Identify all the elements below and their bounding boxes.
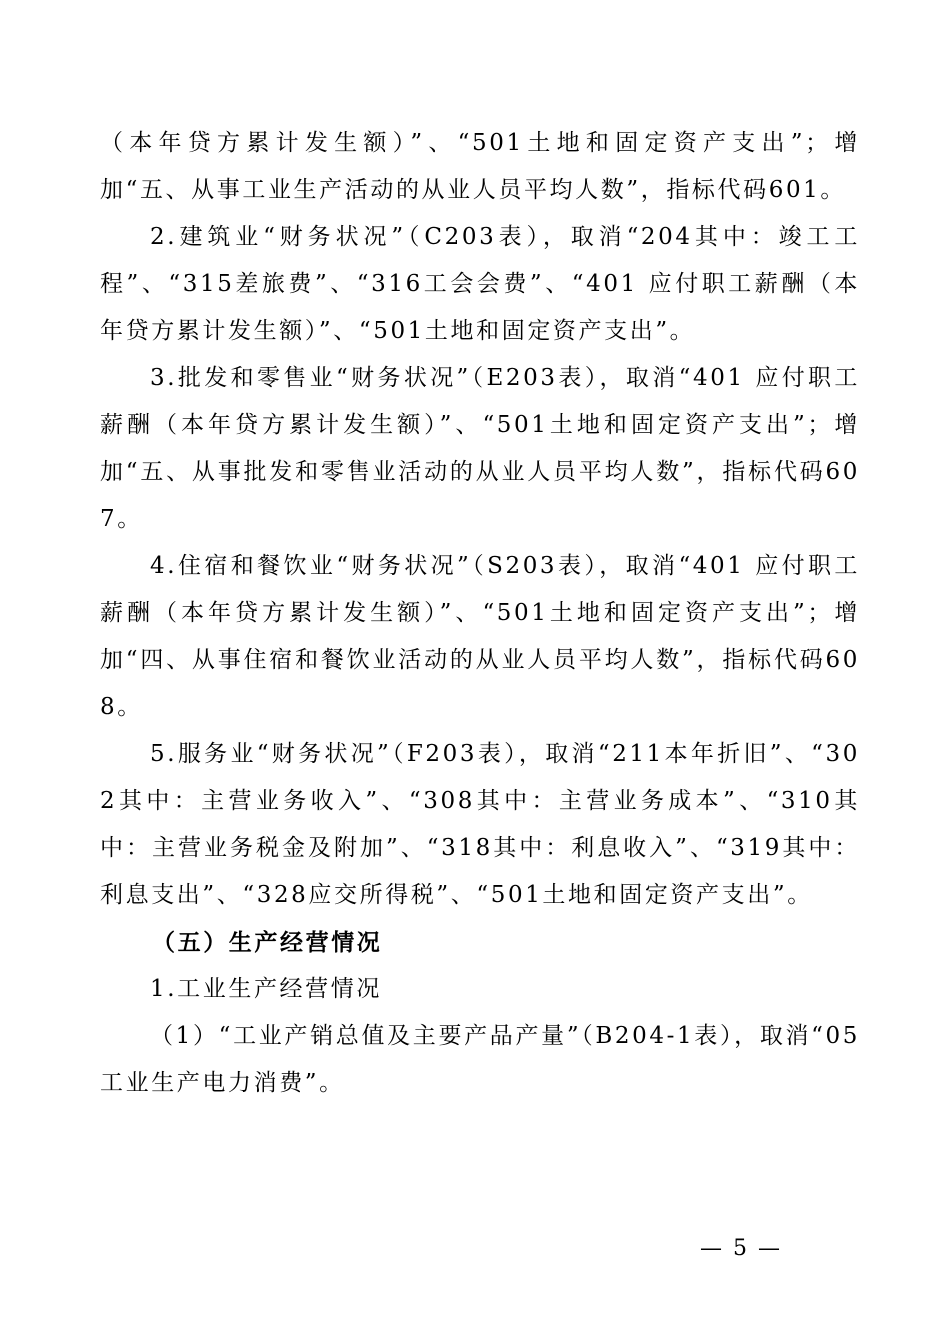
- paragraph-services: 5.服务业“财务状况”（F203表），取消“211本年折旧”、“302其中：主营业务收入”、“308其中：主营业务成本”、“310其中：主营业务税金及附加”、“318其中：利息收入”、“319其中：利息支出”、“328应交所得税”、“501土地和固定资产支出”。: [100, 741, 860, 908]
- paragraph-industrial-output: （1）“工业产销总值及主要产品产量”（B204-1表），取消“05工业生产电力消费”。: [100, 1023, 860, 1096]
- paragraph-construction: 2.建筑业“财务状况”（C203表），取消“204其中：竣工工程”、“315差旅费”、“316工会会费”、“401 应付职工薪酬（本年贷方累计发生额）”、“501土地和固定资产支出”。: [100, 224, 860, 344]
- paragraph-accommodation-catering: 4.住宿和餐饮业“财务状况”（S203表），取消“401 应付职工薪酬（本年贷方累计发生额）”、“501土地和固定资产支出”；增加“四、从事住宿和餐饮业活动的从业人员平均人数”，指标代码608。: [100, 553, 860, 720]
- paragraph-industry-continuation: （本年贷方累计发生额）”、“501土地和固定资产支出”；增加“五、从事工业生产活动的从业人员平均人数”，指标代码601。: [100, 130, 860, 203]
- subsection-heading: 1.工业生产经营情况: [150, 976, 382, 1002]
- paragraph-wholesale-retail: 3.批发和零售业“财务状况”（E203表），取消“401 应付职工薪酬（本年贷方累计发生额）”、“501土地和固定资产支出”；增加“五、从事批发和零售业活动的从业人员平均人数”，指标代码607。: [100, 365, 860, 532]
- page-number: — 5 —: [700, 1236, 782, 1261]
- document-body: [100, 120, 860, 1107]
- section-heading: （五）生产经营情况: [152, 929, 383, 956]
